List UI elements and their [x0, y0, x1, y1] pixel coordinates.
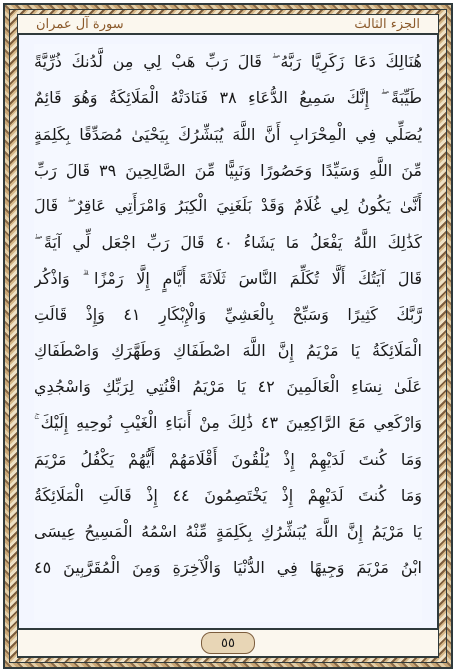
juz-title: الجزء الثالث	[354, 16, 420, 32]
page-footer	[18, 628, 438, 656]
verse-text-area	[34, 44, 422, 622]
verse-line	[34, 441, 422, 477]
verse-line	[34, 188, 422, 224]
verse-line-text: ابْنُ مَرْيَمَ وَجِيهًا فِي الدُّنْيَا وَالْآخِرَةِ وَمِنَ الْمُقَرَّبِينَ ٤٥	[34, 557, 422, 577]
verse-line	[34, 116, 422, 152]
verse-line	[34, 405, 422, 441]
verse-line	[34, 80, 422, 116]
verse-line	[34, 261, 422, 297]
verse-line	[34, 152, 422, 188]
verse-line-text: يَا مَرْيَمُ إِنَّ اللَّهَ يُبَشِّرُكِ بِكَلِمَةٍ مِّنْهُ اسْمُهُ الْمَسِيحُ عِيسَى	[34, 521, 422, 541]
page-number: ٥٥	[201, 632, 255, 654]
verse-line	[34, 333, 422, 369]
page-header	[18, 15, 438, 35]
verse-line	[34, 477, 422, 513]
verse-line-text: مِّنَ اللَّهِ وَسَيِّدًا وَحَصُورًا وَنَبِيًّا مِّنَ الصَّالِحِينَ ٣٩ قَالَ رَبِّ	[34, 160, 422, 180]
verse-line-text: كَذَٰلِكَ اللَّهُ يَفْعَلُ مَا يَشَاءُ ٤٠ قَالَ رَبِّ اجْعَل لِّي آيَةً ۖ	[34, 232, 422, 252]
verse-line-text: طَيِّبَةً ۖ إِنَّكَ سَمِيعُ الدُّعَاءِ ٣٨ فَنَادَتْهُ الْمَلَائِكَةُ وَهُوَ قَائِمٌ	[34, 88, 422, 108]
verse-line-text: وَمَا كُنتَ لَدَيْهِمْ إِذْ يُلْقُونَ أَقْلَامَهُمْ أَيُّهُمْ يَكْفُلُ مَرْيَمَ	[34, 449, 422, 469]
verse-line	[34, 224, 422, 260]
verse-line-text: الْمَلَائِكَةُ يَا مَرْيَمُ إِنَّ اللَّهَ اصْطَفَاكِ وَطَهَّرَكِ وَاصْطَفَاكِ	[34, 341, 422, 361]
verse-line	[34, 513, 422, 549]
verse-line-text: أَنَّىٰ يَكُونُ لِي غُلَامٌ وَقَدْ بَلَغَنِيَ الْكِبَرُ وَامْرَأَتِي عَاقِرٌ ۖ قَالَ	[34, 196, 422, 216]
verse-line	[34, 297, 422, 333]
surah-title: سورة آل عمران	[36, 16, 124, 32]
verse-line	[34, 44, 422, 80]
verse-line-text: عَلَىٰ نِسَاءِ الْعَالَمِينَ ٤٢ يَا مَرْيَمُ اقْنُتِي لِرَبِّكِ وَاسْجُدِي	[34, 377, 422, 397]
verse-line-text: وَمَا كُنتَ لَدَيْهِمْ إِذْ يَخْتَصِمُونَ ٤٤ إِذْ قَالَتِ الْمَلَائِكَةُ	[34, 485, 422, 505]
verse-line	[34, 369, 422, 405]
verse-line-text: وَارْكَعِي مَعَ الرَّاكِعِينَ ٤٣ ذَٰلِكَ مِنْ أَنبَاءِ الْغَيْبِ نُوحِيهِ إِلَيْكَ ۚ	[34, 412, 422, 432]
verse-line	[34, 549, 422, 585]
verse-line-text: هُنَالِكَ دَعَا زَكَرِيَّا رَبَّهُ ۖ قَالَ رَبِّ هَبْ لِي مِن لَّدُنكَ ذُرِّيَّةً	[34, 52, 422, 72]
verse-line-text: قَالَ آيَتُكَ أَلَّا تُكَلِّمَ النَّاسَ ثَلَاثَةَ أَيَّامٍ إِلَّا رَمْزًا ۗ وَاذْكُر	[34, 268, 422, 288]
verse-line-text: رَّبَّكَ كَثِيرًا وَسَبِّحْ بِالْعَشِيِّ وَالْإِبْكَارِ ٤١ وَإِذْ قَالَتِ	[34, 305, 422, 325]
verse-line-text: يُصَلِّي فِي الْمِحْرَابِ أَنَّ اللَّهَ يُبَشِّرُكَ بِيَحْيَىٰ مُصَدِّقًا بِكَلِمَةٍ	[34, 124, 422, 144]
